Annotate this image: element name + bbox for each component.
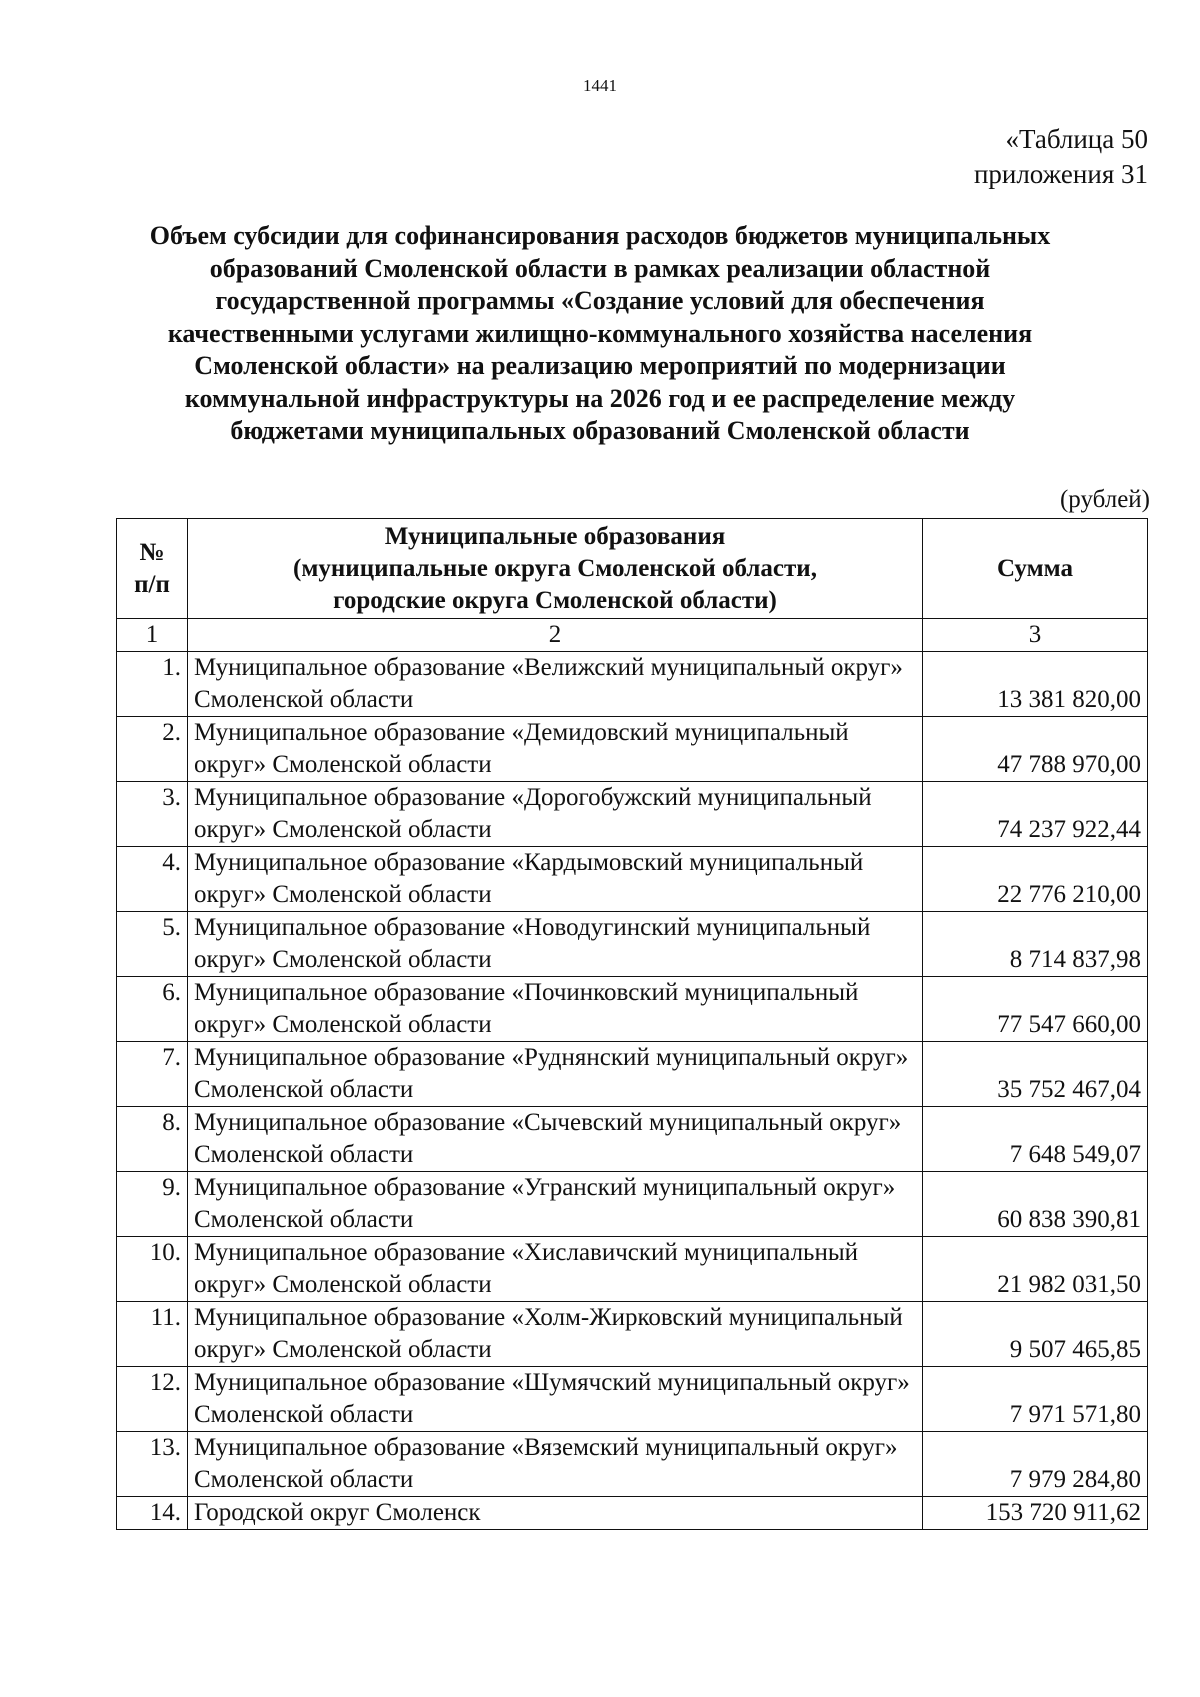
row-municipality: Муниципальное образование «Починковский муниципальный округ» Смоленской области [188, 977, 923, 1042]
header-sum: Сумма [923, 519, 1148, 619]
row-municipality: Муниципальное образование «Демидовский муниципальный округ» Смоленской области [188, 717, 923, 782]
row-sum: 35 752 467,04 [923, 1042, 1148, 1107]
row-sum: 7 979 284,80 [923, 1432, 1148, 1497]
row-number: 11. [117, 1302, 188, 1367]
row-sum: 9 507 465,85 [923, 1302, 1148, 1367]
row-number: 6. [117, 977, 188, 1042]
row-municipality: Муниципальное образование «Велижский муниципальный округ» Смоленской области [188, 652, 923, 717]
row-number: 14. [117, 1497, 188, 1530]
table-row [117, 977, 1148, 1042]
row-sum: 47 788 970,00 [923, 717, 1148, 782]
table-reference-line-2: приложения 31 [973, 159, 1148, 189]
row-municipality: Муниципальное образование «Хиславичский муниципальный округ» Смоленской области [188, 1237, 923, 1302]
column-number-1: 1 [117, 619, 188, 652]
row-sum: 60 838 390,81 [923, 1172, 1148, 1237]
table-row [117, 652, 1148, 717]
row-number: 10. [117, 1237, 188, 1302]
row-municipality: Муниципальное образование «Холм-Жирковский муниципальный округ» Смоленской области [188, 1302, 923, 1367]
header-number [117, 519, 188, 619]
table-row [117, 847, 1148, 912]
row-sum: 22 776 210,00 [923, 847, 1148, 912]
subsidy-table [116, 518, 1148, 1530]
row-number: 1. [117, 652, 188, 717]
table-header-row [117, 519, 1148, 619]
column-number-row [117, 619, 1148, 652]
row-municipality: Муниципальное образование «Угранский муниципальный округ» Смоленской области [188, 1172, 923, 1237]
row-municipality: Городской округ Смоленск [188, 1497, 923, 1530]
row-municipality: Муниципальное образование «Кардымовский муниципальный округ» Смоленской области [188, 847, 923, 912]
row-sum: 8 714 837,98 [923, 912, 1148, 977]
table-row [117, 1172, 1148, 1237]
row-municipality: Муниципальное образование «Вяземский муниципальный округ» Смоленской области [188, 1432, 923, 1497]
row-sum: 21 982 031,50 [923, 1237, 1148, 1302]
table-row [117, 1042, 1148, 1107]
header-municipality [188, 519, 923, 619]
table-body [117, 619, 1148, 1530]
row-sum: 7 971 571,80 [923, 1367, 1148, 1432]
row-sum: 74 237 922,44 [923, 782, 1148, 847]
header-municipality-line-3: городские округа Смоленской области) [333, 586, 777, 614]
table-reference [974, 122, 1148, 192]
row-sum: 153 720 911,62 [923, 1497, 1148, 1530]
row-number: 3. [117, 782, 188, 847]
column-number-3: 3 [923, 619, 1148, 652]
row-number: 2. [117, 717, 188, 782]
row-municipality: Муниципальное образование «Руднянский муниципальный округ» Смоленской области [188, 1042, 923, 1107]
row-municipality: Муниципальное образование «Сычевский муниципальный округ» Смоленской области [188, 1107, 923, 1172]
header-number-line-1: № [139, 538, 165, 566]
table-row [117, 1367, 1148, 1432]
row-number: 13. [117, 1432, 188, 1497]
row-sum: 13 381 820,00 [923, 652, 1148, 717]
header-number-line-2: п/п [134, 570, 170, 598]
page-number: 1441 [583, 76, 617, 95]
row-number: 9. [117, 1172, 188, 1237]
table-row [117, 1497, 1148, 1530]
table-reference-line-1: «Таблица 50 [1005, 124, 1148, 154]
row-number: 8. [117, 1107, 188, 1172]
row-number: 12. [117, 1367, 188, 1432]
row-number: 5. [117, 912, 188, 977]
row-number: 7. [117, 1042, 188, 1107]
row-municipality: Муниципальное образование «Новодугинский муниципальный округ» Смоленской области [188, 912, 923, 977]
row-municipality: Муниципальное образование «Дорогобужский муниципальный округ» Смоленской области [188, 782, 923, 847]
table-row [117, 1237, 1148, 1302]
table-row [117, 912, 1148, 977]
row-sum: 77 547 660,00 [923, 977, 1148, 1042]
table-row [117, 1432, 1148, 1497]
row-number: 4. [117, 847, 188, 912]
table-row [117, 717, 1148, 782]
table-row [117, 1107, 1148, 1172]
header-municipality-line-1: Муниципальные образования [384, 522, 726, 550]
table-row [117, 782, 1148, 847]
document-title: Объем субсидии для софинансирования расходов бюджетов муниципальных образований Смоленской области в рамках реализации областной государственной программы «Создание условий для обеспечения качественными услугами жилищно-коммунального хозяйства населения Смоленской области» на реализацию мероприятий по модернизации коммунальной инфраструктуры на 2026 год и ее распределение между бюджетами муниципальных образований Смоленской области [149, 221, 1051, 445]
column-number-2: 2 [188, 619, 923, 652]
row-sum: 7 648 549,07 [923, 1107, 1148, 1172]
header-municipality-line-2: (муниципальные округа Смоленской области, [293, 554, 817, 582]
units-label: (рублей) [1059, 486, 1150, 513]
row-municipality: Муниципальное образование «Шумячский муниципальный округ» Смоленской области [188, 1367, 923, 1432]
table-row [117, 1302, 1148, 1367]
